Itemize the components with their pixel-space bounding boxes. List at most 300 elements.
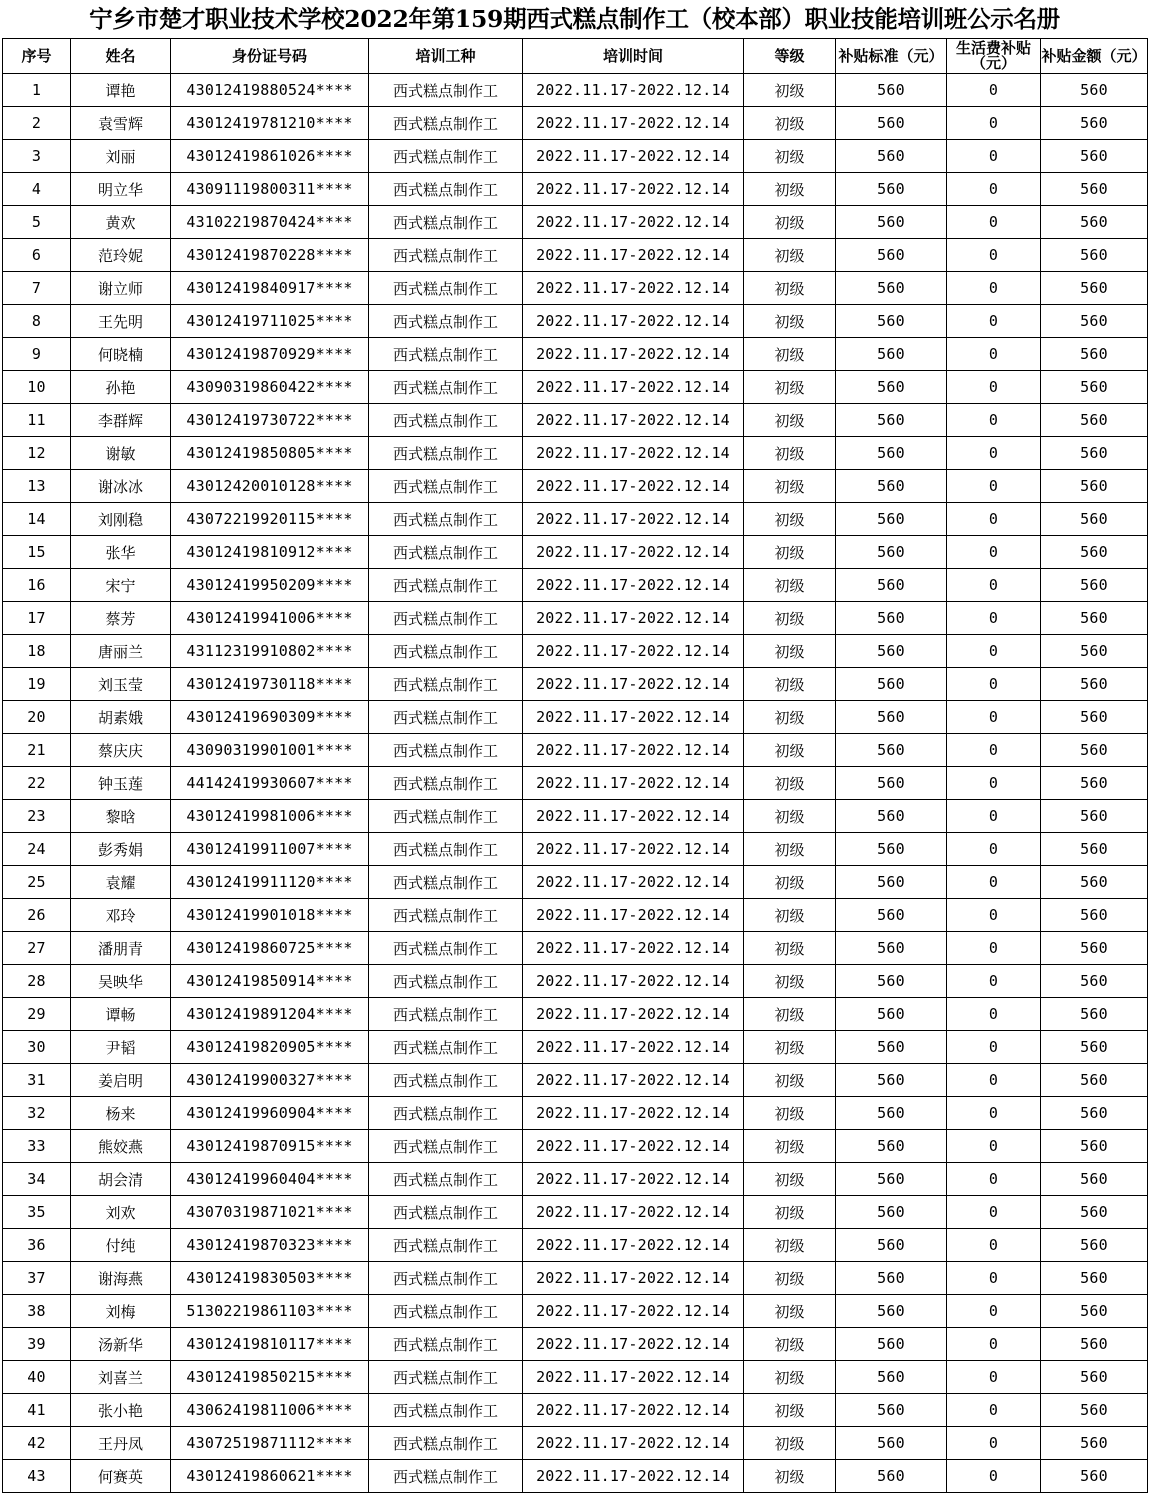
cell-subsidy-amount: 560 <box>1041 1064 1148 1097</box>
cell-level: 初级 <box>744 965 836 998</box>
cell-subsidy-standard: 560 <box>836 1361 947 1394</box>
cell-index: 22 <box>3 767 71 800</box>
cell-name: 明立华 <box>71 173 171 206</box>
cell-index: 5 <box>3 206 71 239</box>
cell-living-subsidy: 0 <box>947 1361 1041 1394</box>
cell-trade: 西式糕点制作工 <box>369 1163 523 1196</box>
cell-name: 钟玉莲 <box>71 767 171 800</box>
cell-index: 13 <box>3 470 71 503</box>
cell-id-number: 43072219920115**** <box>171 503 369 536</box>
cell-period: 2022.11.17-2022.12.14 <box>523 1229 744 1262</box>
cell-period: 2022.11.17-2022.12.14 <box>523 1295 744 1328</box>
cell-index: 24 <box>3 833 71 866</box>
table-row <box>3 767 1148 800</box>
cell-id-number: 44142419930607**** <box>171 767 369 800</box>
cell-trade: 西式糕点制作工 <box>369 305 523 338</box>
cell-subsidy-amount: 560 <box>1041 272 1148 305</box>
cell-period: 2022.11.17-2022.12.14 <box>523 1163 744 1196</box>
cell-index: 28 <box>3 965 71 998</box>
cell-period: 2022.11.17-2022.12.14 <box>523 173 744 206</box>
cell-living-subsidy: 0 <box>947 536 1041 569</box>
cell-subsidy-standard: 560 <box>836 338 947 371</box>
cell-name: 谢海燕 <box>71 1262 171 1295</box>
cell-period: 2022.11.17-2022.12.14 <box>523 503 744 536</box>
cell-index: 2 <box>3 107 71 140</box>
cell-subsidy-standard: 560 <box>836 272 947 305</box>
table-row <box>3 1064 1148 1097</box>
cell-trade: 西式糕点制作工 <box>369 1460 523 1493</box>
cell-subsidy-standard: 560 <box>836 1427 947 1460</box>
cell-id-number: 43012419941006**** <box>171 602 369 635</box>
cell-living-subsidy: 0 <box>947 899 1041 932</box>
header-level: 等级 <box>744 39 836 74</box>
cell-id-number: 43012419840917**** <box>171 272 369 305</box>
cell-period: 2022.11.17-2022.12.14 <box>523 470 744 503</box>
cell-subsidy-standard: 560 <box>836 635 947 668</box>
cell-trade: 西式糕点制作工 <box>369 800 523 833</box>
cell-living-subsidy: 0 <box>947 1229 1041 1262</box>
table-row <box>3 734 1148 767</box>
cell-subsidy-standard: 560 <box>836 173 947 206</box>
cell-trade: 西式糕点制作工 <box>369 1328 523 1361</box>
cell-index: 43 <box>3 1460 71 1493</box>
cell-name: 袁耀 <box>71 866 171 899</box>
cell-living-subsidy: 0 <box>947 140 1041 173</box>
cell-index: 30 <box>3 1031 71 1064</box>
cell-subsidy-amount: 560 <box>1041 1262 1148 1295</box>
cell-living-subsidy: 0 <box>947 1295 1041 1328</box>
cell-trade: 西式糕点制作工 <box>369 932 523 965</box>
cell-living-subsidy: 0 <box>947 701 1041 734</box>
cell-name: 吴映华 <box>71 965 171 998</box>
cell-id-number: 43012419870228**** <box>171 239 369 272</box>
cell-index: 37 <box>3 1262 71 1295</box>
cell-trade: 西式糕点制作工 <box>369 1427 523 1460</box>
cell-trade: 西式糕点制作工 <box>369 1097 523 1130</box>
cell-subsidy-amount: 560 <box>1041 437 1148 470</box>
cell-trade: 西式糕点制作工 <box>369 503 523 536</box>
cell-subsidy-amount: 560 <box>1041 338 1148 371</box>
cell-period: 2022.11.17-2022.12.14 <box>523 701 744 734</box>
cell-name: 潘朋青 <box>71 932 171 965</box>
cell-level: 初级 <box>744 932 836 965</box>
cell-level: 初级 <box>744 767 836 800</box>
cell-level: 初级 <box>744 173 836 206</box>
cell-name: 付纯 <box>71 1229 171 1262</box>
cell-subsidy-standard: 560 <box>836 767 947 800</box>
cell-trade: 西式糕点制作工 <box>369 173 523 206</box>
cell-subsidy-amount: 560 <box>1041 173 1148 206</box>
cell-living-subsidy: 0 <box>947 602 1041 635</box>
cell-living-subsidy: 0 <box>947 1196 1041 1229</box>
cell-name: 胡素娥 <box>71 701 171 734</box>
cell-subsidy-amount: 560 <box>1041 1460 1148 1493</box>
cell-living-subsidy: 0 <box>947 74 1041 107</box>
cell-index: 38 <box>3 1295 71 1328</box>
cell-period: 2022.11.17-2022.12.14 <box>523 437 744 470</box>
cell-living-subsidy: 0 <box>947 404 1041 437</box>
cell-subsidy-amount: 560 <box>1041 1163 1148 1196</box>
cell-living-subsidy: 0 <box>947 173 1041 206</box>
cell-living-subsidy: 0 <box>947 734 1041 767</box>
cell-living-subsidy: 0 <box>947 338 1041 371</box>
cell-subsidy-amount: 560 <box>1041 536 1148 569</box>
table-row <box>3 602 1148 635</box>
cell-level: 初级 <box>744 1196 836 1229</box>
cell-period: 2022.11.17-2022.12.14 <box>523 1196 744 1229</box>
cell-index: 21 <box>3 734 71 767</box>
table-row <box>3 1031 1148 1064</box>
table-row <box>3 1097 1148 1130</box>
cell-subsidy-standard: 560 <box>836 1229 947 1262</box>
cell-level: 初级 <box>744 338 836 371</box>
cell-name: 谭畅 <box>71 998 171 1031</box>
cell-level: 初级 <box>744 1361 836 1394</box>
cell-id-number: 43090319901001**** <box>171 734 369 767</box>
cell-id-number: 43012419960404**** <box>171 1163 369 1196</box>
cell-index: 12 <box>3 437 71 470</box>
cell-period: 2022.11.17-2022.12.14 <box>523 1394 744 1427</box>
cell-index: 14 <box>3 503 71 536</box>
cell-name: 刘欢 <box>71 1196 171 1229</box>
cell-period: 2022.11.17-2022.12.14 <box>523 140 744 173</box>
cell-trade: 西式糕点制作工 <box>369 1295 523 1328</box>
cell-trade: 西式糕点制作工 <box>369 1229 523 1262</box>
cell-period: 2022.11.17-2022.12.14 <box>523 1130 744 1163</box>
cell-subsidy-amount: 560 <box>1041 899 1148 932</box>
cell-subsidy-standard: 560 <box>836 1064 947 1097</box>
table-row <box>3 998 1148 1031</box>
cell-subsidy-standard: 560 <box>836 965 947 998</box>
cell-trade: 西式糕点制作工 <box>369 1064 523 1097</box>
cell-subsidy-standard: 560 <box>836 437 947 470</box>
cell-index: 41 <box>3 1394 71 1427</box>
cell-name: 蔡芳 <box>71 602 171 635</box>
cell-period: 2022.11.17-2022.12.14 <box>523 800 744 833</box>
cell-trade: 西式糕点制作工 <box>369 602 523 635</box>
cell-id-number: 43012419870929**** <box>171 338 369 371</box>
cell-period: 2022.11.17-2022.12.14 <box>523 1427 744 1460</box>
cell-trade: 西式糕点制作工 <box>369 569 523 602</box>
table-row <box>3 1196 1148 1229</box>
cell-name: 姜启明 <box>71 1064 171 1097</box>
cell-name: 李群辉 <box>71 404 171 437</box>
cell-subsidy-standard: 560 <box>836 503 947 536</box>
cell-subsidy-amount: 560 <box>1041 1394 1148 1427</box>
cell-id-number: 43012419950209**** <box>171 569 369 602</box>
table-row <box>3 1229 1148 1262</box>
cell-name: 刘玉莹 <box>71 668 171 701</box>
cell-subsidy-standard: 560 <box>836 1031 947 1064</box>
cell-trade: 西式糕点制作工 <box>369 404 523 437</box>
cell-id-number: 43012419901018**** <box>171 899 369 932</box>
header-trade: 培训工种 <box>369 39 523 74</box>
cell-subsidy-amount: 560 <box>1041 866 1148 899</box>
cell-living-subsidy: 0 <box>947 998 1041 1031</box>
cell-index: 34 <box>3 1163 71 1196</box>
table-row <box>3 305 1148 338</box>
cell-id-number: 43012419860621**** <box>171 1460 369 1493</box>
cell-trade: 西式糕点制作工 <box>369 272 523 305</box>
cell-level: 初级 <box>744 239 836 272</box>
cell-index: 35 <box>3 1196 71 1229</box>
cell-id-number: 43012419860725**** <box>171 932 369 965</box>
cell-id-number: 43012419861026**** <box>171 140 369 173</box>
cell-period: 2022.11.17-2022.12.14 <box>523 1328 744 1361</box>
cell-trade: 西式糕点制作工 <box>369 1262 523 1295</box>
cell-subsidy-amount: 560 <box>1041 965 1148 998</box>
cell-trade: 西式糕点制作工 <box>369 1031 523 1064</box>
cell-index: 26 <box>3 899 71 932</box>
cell-index: 27 <box>3 932 71 965</box>
cell-index: 11 <box>3 404 71 437</box>
cell-id-number: 43112319910802**** <box>171 635 369 668</box>
cell-name: 王丹凤 <box>71 1427 171 1460</box>
table-row <box>3 173 1148 206</box>
cell-living-subsidy: 0 <box>947 1097 1041 1130</box>
cell-subsidy-amount: 560 <box>1041 701 1148 734</box>
cell-index: 3 <box>3 140 71 173</box>
cell-subsidy-standard: 560 <box>836 305 947 338</box>
cell-period: 2022.11.17-2022.12.14 <box>523 767 744 800</box>
cell-subsidy-amount: 560 <box>1041 1361 1148 1394</box>
cell-period: 2022.11.17-2022.12.14 <box>523 1361 744 1394</box>
cell-subsidy-standard: 560 <box>836 734 947 767</box>
cell-id-number: 51302219861103**** <box>171 1295 369 1328</box>
cell-id-number: 43012419880524**** <box>171 74 369 107</box>
cell-period: 2022.11.17-2022.12.14 <box>523 899 744 932</box>
cell-index: 19 <box>3 668 71 701</box>
cell-id-number: 43012419730118**** <box>171 668 369 701</box>
cell-subsidy-amount: 560 <box>1041 206 1148 239</box>
cell-living-subsidy: 0 <box>947 206 1041 239</box>
cell-period: 2022.11.17-2022.12.14 <box>523 404 744 437</box>
cell-living-subsidy: 0 <box>947 503 1041 536</box>
cell-period: 2022.11.17-2022.12.14 <box>523 338 744 371</box>
cell-index: 36 <box>3 1229 71 1262</box>
cell-period: 2022.11.17-2022.12.14 <box>523 602 744 635</box>
cell-trade: 西式糕点制作工 <box>369 338 523 371</box>
cell-trade: 西式糕点制作工 <box>369 668 523 701</box>
table-row <box>3 470 1148 503</box>
cell-trade: 西式糕点制作工 <box>369 239 523 272</box>
cell-level: 初级 <box>744 602 836 635</box>
cell-id-number: 43012419711025**** <box>171 305 369 338</box>
cell-period: 2022.11.17-2022.12.14 <box>523 668 744 701</box>
cell-subsidy-standard: 560 <box>836 1460 947 1493</box>
cell-trade: 西式糕点制作工 <box>369 74 523 107</box>
cell-subsidy-amount: 560 <box>1041 404 1148 437</box>
table-row <box>3 800 1148 833</box>
cell-name: 何赛英 <box>71 1460 171 1493</box>
cell-level: 初级 <box>744 437 836 470</box>
cell-name: 彭秀娟 <box>71 833 171 866</box>
table-row <box>3 404 1148 437</box>
cell-name: 蔡庆庆 <box>71 734 171 767</box>
cell-period: 2022.11.17-2022.12.14 <box>523 635 744 668</box>
cell-index: 33 <box>3 1130 71 1163</box>
cell-subsidy-amount: 560 <box>1041 1427 1148 1460</box>
table-row <box>3 833 1148 866</box>
table-row <box>3 239 1148 272</box>
cell-name: 胡会清 <box>71 1163 171 1196</box>
cell-subsidy-standard: 560 <box>836 371 947 404</box>
cell-trade: 西式糕点制作工 <box>369 437 523 470</box>
cell-level: 初级 <box>744 833 836 866</box>
cell-trade: 西式糕点制作工 <box>369 734 523 767</box>
cell-subsidy-standard: 560 <box>836 74 947 107</box>
cell-level: 初级 <box>744 899 836 932</box>
cell-subsidy-amount: 560 <box>1041 1229 1148 1262</box>
cell-id-number: 43012419810912**** <box>171 536 369 569</box>
cell-trade: 西式糕点制作工 <box>369 998 523 1031</box>
cell-subsidy-amount: 560 <box>1041 503 1148 536</box>
cell-level: 初级 <box>744 140 836 173</box>
cell-level: 初级 <box>744 701 836 734</box>
cell-level: 初级 <box>744 1130 836 1163</box>
cell-subsidy-amount: 560 <box>1041 998 1148 1031</box>
cell-period: 2022.11.17-2022.12.14 <box>523 239 744 272</box>
cell-subsidy-standard: 560 <box>836 668 947 701</box>
cell-subsidy-standard: 560 <box>836 1130 947 1163</box>
cell-period: 2022.11.17-2022.12.14 <box>523 371 744 404</box>
cell-subsidy-amount: 560 <box>1041 602 1148 635</box>
table-row <box>3 371 1148 404</box>
cell-subsidy-standard: 560 <box>836 602 947 635</box>
table-row <box>3 635 1148 668</box>
cell-subsidy-amount: 560 <box>1041 1196 1148 1229</box>
table-row <box>3 1163 1148 1196</box>
cell-level: 初级 <box>744 1295 836 1328</box>
cell-living-subsidy: 0 <box>947 1328 1041 1361</box>
cell-trade: 西式糕点制作工 <box>369 470 523 503</box>
cell-period: 2022.11.17-2022.12.14 <box>523 305 744 338</box>
cell-subsidy-amount: 560 <box>1041 734 1148 767</box>
table-row <box>3 1130 1148 1163</box>
cell-id-number: 43012419870323**** <box>171 1229 369 1262</box>
cell-subsidy-amount: 560 <box>1041 74 1148 107</box>
cell-trade: 西式糕点制作工 <box>369 899 523 932</box>
cell-id-number: 43070319871021**** <box>171 1196 369 1229</box>
cell-subsidy-standard: 560 <box>836 899 947 932</box>
cell-index: 20 <box>3 701 71 734</box>
cell-level: 初级 <box>744 470 836 503</box>
cell-level: 初级 <box>744 503 836 536</box>
cell-period: 2022.11.17-2022.12.14 <box>523 866 744 899</box>
cell-subsidy-standard: 560 <box>836 536 947 569</box>
header-name: 姓名 <box>71 39 171 74</box>
cell-period: 2022.11.17-2022.12.14 <box>523 1031 744 1064</box>
cell-living-subsidy: 0 <box>947 272 1041 305</box>
cell-period: 2022.11.17-2022.12.14 <box>523 272 744 305</box>
cell-subsidy-amount: 560 <box>1041 932 1148 965</box>
cell-level: 初级 <box>744 1229 836 1262</box>
cell-level: 初级 <box>744 272 836 305</box>
cell-trade: 西式糕点制作工 <box>369 107 523 140</box>
cell-name: 张华 <box>71 536 171 569</box>
cell-id-number: 43012419730722**** <box>171 404 369 437</box>
cell-id-number: 43012419810117**** <box>171 1328 369 1361</box>
cell-trade: 西式糕点制作工 <box>369 833 523 866</box>
cell-name: 尹韬 <box>71 1031 171 1064</box>
cell-id-number: 43012419830503**** <box>171 1262 369 1295</box>
cell-level: 初级 <box>744 1328 836 1361</box>
table-row <box>3 899 1148 932</box>
cell-index: 1 <box>3 74 71 107</box>
header-subsidy-standard: 补贴标准（元） <box>836 39 947 74</box>
cell-id-number: 43012419911120**** <box>171 866 369 899</box>
cell-subsidy-standard: 560 <box>836 701 947 734</box>
cell-index: 9 <box>3 338 71 371</box>
cell-name: 宋宁 <box>71 569 171 602</box>
cell-subsidy-standard: 560 <box>836 239 947 272</box>
page-title: 宁乡市楚才职业技术学校2022年第159期西式糕点制作工（校本部）职业技能培训班公示名册 <box>89 5 1060 33</box>
cell-trade: 西式糕点制作工 <box>369 1196 523 1229</box>
cell-subsidy-standard: 560 <box>836 107 947 140</box>
cell-index: 4 <box>3 173 71 206</box>
table-row <box>3 206 1148 239</box>
cell-name: 谢敏 <box>71 437 171 470</box>
cell-subsidy-standard: 560 <box>836 866 947 899</box>
cell-living-subsidy: 0 <box>947 833 1041 866</box>
cell-level: 初级 <box>744 668 836 701</box>
cell-subsidy-amount: 560 <box>1041 107 1148 140</box>
cell-level: 初级 <box>744 1163 836 1196</box>
cell-trade: 西式糕点制作工 <box>369 965 523 998</box>
cell-level: 初级 <box>744 107 836 140</box>
cell-subsidy-amount: 560 <box>1041 371 1148 404</box>
cell-subsidy-amount: 560 <box>1041 635 1148 668</box>
cell-living-subsidy: 0 <box>947 1064 1041 1097</box>
cell-id-number: 43012419850914**** <box>171 965 369 998</box>
cell-living-subsidy: 0 <box>947 800 1041 833</box>
cell-subsidy-amount: 560 <box>1041 1031 1148 1064</box>
cell-level: 初级 <box>744 404 836 437</box>
cell-index: 25 <box>3 866 71 899</box>
cell-subsidy-standard: 560 <box>836 569 947 602</box>
table-row <box>3 701 1148 734</box>
cell-name: 黎晗 <box>71 800 171 833</box>
cell-living-subsidy: 0 <box>947 932 1041 965</box>
cell-id-number: 43012419850215**** <box>171 1361 369 1394</box>
table-row <box>3 866 1148 899</box>
cell-subsidy-standard: 560 <box>836 470 947 503</box>
cell-trade: 西式糕点制作工 <box>369 701 523 734</box>
cell-name: 谢立师 <box>71 272 171 305</box>
cell-id-number: 43090319860422**** <box>171 371 369 404</box>
cell-index: 18 <box>3 635 71 668</box>
cell-level: 初级 <box>744 1394 836 1427</box>
cell-period: 2022.11.17-2022.12.14 <box>523 536 744 569</box>
cell-subsidy-amount: 560 <box>1041 767 1148 800</box>
cell-living-subsidy: 0 <box>947 239 1041 272</box>
cell-living-subsidy: 0 <box>947 470 1041 503</box>
cell-period: 2022.11.17-2022.12.14 <box>523 734 744 767</box>
table-row <box>3 74 1148 107</box>
cell-living-subsidy: 0 <box>947 1262 1041 1295</box>
cell-living-subsidy: 0 <box>947 1460 1041 1493</box>
cell-name: 汤新华 <box>71 1328 171 1361</box>
cell-level: 初级 <box>744 635 836 668</box>
cell-level: 初级 <box>744 1460 836 1493</box>
roster-body <box>3 74 1148 1493</box>
table-row <box>3 1361 1148 1394</box>
cell-name: 刘喜兰 <box>71 1361 171 1394</box>
table-row <box>3 107 1148 140</box>
cell-subsidy-standard: 560 <box>836 1394 947 1427</box>
cell-living-subsidy: 0 <box>947 866 1041 899</box>
cell-name: 何晓楠 <box>71 338 171 371</box>
